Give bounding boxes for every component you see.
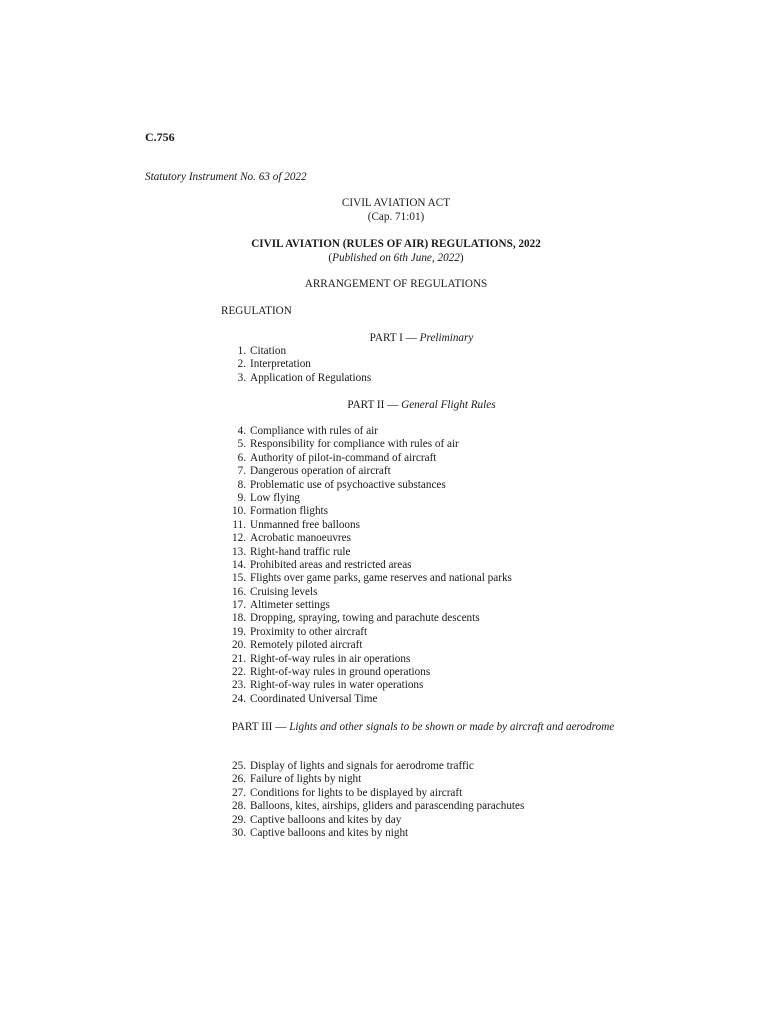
regulation-number: 17.	[232, 599, 246, 612]
publication-date: (Published on 6th June, 2022)	[328, 252, 464, 264]
regulation-title: Dropping, spraying, towing and parachute descents	[250, 612, 480, 625]
act-chapter: (Cap. 71:01)	[367, 211, 425, 223]
regulation-title: Cruising levels	[250, 585, 318, 598]
regulation-title: Responsibility for compliance with rules of air	[250, 438, 459, 451]
regulation-title: Failure of lights by night	[250, 773, 362, 786]
regulation-entry	[222, 465, 512, 478]
regulation-entry	[222, 532, 512, 545]
regulation-column-label: REGULATION	[221, 305, 292, 317]
page-number: C.756	[145, 130, 175, 144]
regulation-entry	[222, 639, 512, 652]
regulation-title: Application of Regulations	[250, 371, 372, 384]
regulation-title: Right-of-way rules in air operations	[250, 652, 411, 665]
part-title: Lights and other signals to be shown or made by aircraft and aerodrome	[289, 721, 615, 733]
regulation-entry	[222, 693, 512, 706]
part-title: Preliminary	[419, 332, 474, 344]
regulation-list	[222, 760, 524, 840]
regulation-entry	[222, 626, 512, 639]
regulation-entry	[222, 586, 512, 599]
regulation-number: 25.	[232, 760, 246, 772]
publication-date-text: Published on 6th June, 2022	[332, 252, 460, 264]
regulation-title: Formation flights	[250, 505, 329, 518]
regulation-title: Conditions for lights to be displayed by aircraft	[250, 786, 463, 799]
regulation-number: 28.	[232, 800, 246, 813]
act-title: CIVIL AVIATION ACT	[341, 197, 451, 209]
regulation-number: 27.	[232, 786, 246, 799]
regulation-entry	[222, 599, 512, 612]
regulation-number: 18.	[232, 612, 246, 625]
regulation-number: 22.	[232, 666, 246, 679]
arrangement-heading: ARRANGEMENT OF REGULATIONS	[304, 278, 488, 290]
regulation-entry	[222, 827, 524, 840]
regulation-title: Unmanned free balloons	[250, 518, 360, 531]
regulation-number: 4.	[237, 425, 246, 437]
regulation-number: 10.	[232, 505, 246, 518]
regulation-number: 1.	[237, 345, 246, 357]
regulation-title: Right-hand traffic rule	[250, 545, 351, 558]
regulation-title: Balloons, kites, airships, gliders and parascending parachutes	[250, 800, 525, 813]
regulation-entry	[222, 787, 524, 800]
regulation-title: Display of lights and signals for aerodrome traffic	[250, 760, 474, 772]
regulation-entry	[222, 372, 371, 385]
part-heading: PART II — General Flight Rules	[347, 399, 496, 411]
regulation-entry	[222, 760, 524, 773]
regulation-title: Remotely piloted aircraft	[250, 639, 363, 652]
regulation-entry	[222, 800, 524, 813]
regulation-number: 20.	[232, 639, 246, 652]
part-heading: PART III — Lights and other signals to be shown or made by aircraft and aerodrome	[231, 721, 615, 733]
regulation-number: 26.	[232, 773, 246, 786]
part-title: General Flight Rules	[401, 399, 496, 411]
regulation-number: 12.	[232, 532, 246, 545]
regulation-title: Problematic use of psychoactive substances	[250, 478, 446, 491]
regulation-entry	[222, 479, 512, 492]
regulation-number: 3.	[237, 371, 246, 384]
regulation-entry	[222, 666, 512, 679]
regulation-title: Low flying	[250, 491, 301, 504]
regulation-list	[222, 345, 371, 385]
regulation-number: 5.	[237, 438, 246, 451]
regulation-title: Acrobatic manoeuvres	[250, 532, 351, 545]
regulation-entry	[222, 452, 512, 465]
regulation-entry	[222, 438, 512, 451]
regulation-entry	[222, 345, 371, 358]
regulation-list	[222, 425, 512, 706]
regulation-entry	[222, 773, 524, 786]
regulation-entry	[222, 572, 512, 585]
regulation-title: Right-of-way rules in ground operations	[250, 666, 431, 679]
regulation-entry	[222, 612, 512, 625]
regulation-title: Prohibited areas and restricted areas	[250, 558, 412, 571]
regulation-title: Citation	[250, 345, 287, 357]
regulation-number: 9.	[237, 491, 246, 504]
regulation-number: 21.	[232, 652, 246, 665]
regulation-number: 14.	[232, 558, 246, 571]
regulation-entry	[222, 653, 512, 666]
regulation-entry	[222, 492, 512, 505]
regulation-number: 13.	[232, 545, 246, 558]
regulation-number: 23.	[232, 679, 246, 692]
regulation-number: 7.	[237, 465, 246, 478]
regulation-number: 6.	[237, 451, 246, 464]
regulation-number: 16.	[232, 585, 246, 598]
regulation-number: 24.	[232, 692, 246, 705]
regulation-entry	[222, 505, 512, 518]
regulation-title: Captive balloons and kites by night	[250, 826, 409, 839]
regulation-number: 2.	[237, 358, 246, 371]
regulation-number: 15.	[232, 572, 246, 585]
regulation-entry	[222, 679, 512, 692]
regulation-title: Interpretation	[250, 358, 311, 371]
regulation-title: Captive balloons and kites by day	[250, 813, 402, 826]
regulation-entry	[222, 425, 512, 438]
regulation-entry	[222, 559, 512, 572]
regulation-number: 30.	[232, 826, 246, 839]
regulation-title: Dangerous operation of aircraft	[250, 465, 391, 478]
regulation-title: Coordinated Universal Time	[250, 692, 378, 705]
regulation-title: Proximity to other aircraft	[250, 625, 368, 638]
regulation-entry	[222, 546, 512, 559]
regulation-entry	[222, 519, 512, 532]
regulation-title: Flights over game parks, game reserves and national parks	[250, 572, 512, 585]
regulation-number: 29.	[232, 813, 246, 826]
regulation-number: 8.	[237, 478, 246, 491]
regulation-number: 11.	[232, 518, 246, 531]
regulation-entry	[222, 358, 371, 371]
regulation-number: 19.	[232, 625, 246, 638]
regulations-title: CIVIL AVIATION (RULES OF AIR) REGULATIONS, 2022	[251, 238, 541, 250]
regulation-title: Authority of pilot-in-command of aircraft	[250, 451, 437, 464]
regulation-title: Right-of-way rules in water operations	[250, 679, 424, 692]
regulation-title: Compliance with rules of air	[250, 425, 379, 437]
regulation-entry	[222, 814, 524, 827]
part-heading: PART I — Preliminary	[369, 332, 474, 344]
regulation-title: Altimeter settings	[250, 599, 330, 612]
statutory-instrument-label: Statutory Instrument No. 63 of 2022	[145, 171, 307, 183]
